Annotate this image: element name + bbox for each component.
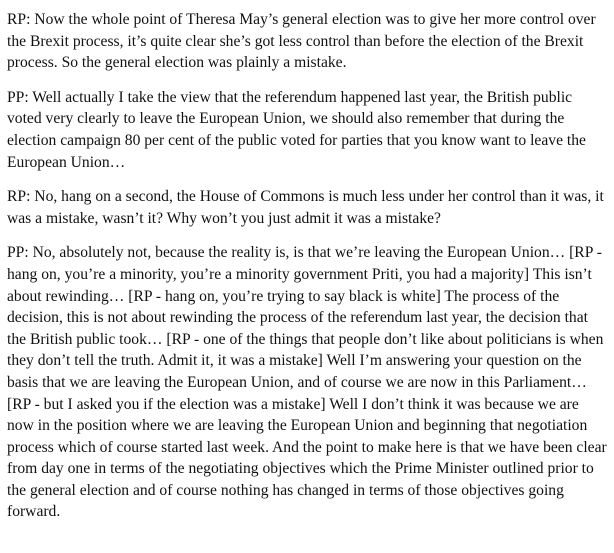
transcript-paragraph-rp-1: RP: Now the whole point of Theresa May’s general election was to give her more control over the Brexit process, it’s quite clear she’s got less control than before the election of the Brexit process. So the general election was plainly a mistake.: [7, 11, 596, 72]
interview-transcript: [7, 9, 607, 536]
transcript-paragraph-pp-1: PP: Well actually I take the view that the referendum happened last year, the British public voted very clearly to leave the European Union, we should also remember that during the election campaign 80 per cent of the public voted for parties that you know want to leave the European Union…: [7, 88, 586, 171]
transcript-paragraph-pp-2: PP: No, absolutely not, because the reality is, is that we’re leaving the European Union… [RP - hang on, you’re a minority, you’re a minority government Priti, you had a majority] This isn’t about rewinding… [RP - hang on, you’re trying to say black is white] The process of the decision, this is not about rewinding the process of the referendum last year, the decision that the British public took… [RP - one of the things that people don’t like about politicians is when they don’t tell the truth. Admit it, it was a mistake] Well I’m answering your question on the basis that we are leaving the European Union, and of course we are now in this Parliament… [RP - but I asked you if the election was a mistake] Well I don’t think it was because we are now in the position where we are leaving the European Union and beginning that negotiation process which of course started last week. And the point to make here is that we have been clear from day one in terms of the negotiating objectives which the Prime Minister outlined prior to the general election and of course nothing has changed in terms of those objectives going forward.: [7, 244, 607, 521]
transcript-paragraph-rp-2: RP: No, hang on a second, the House of Commons is much less under her control than it was, it was a mistake, wasn’t it? Why won’t you just admit it was a mistake?: [7, 188, 604, 227]
